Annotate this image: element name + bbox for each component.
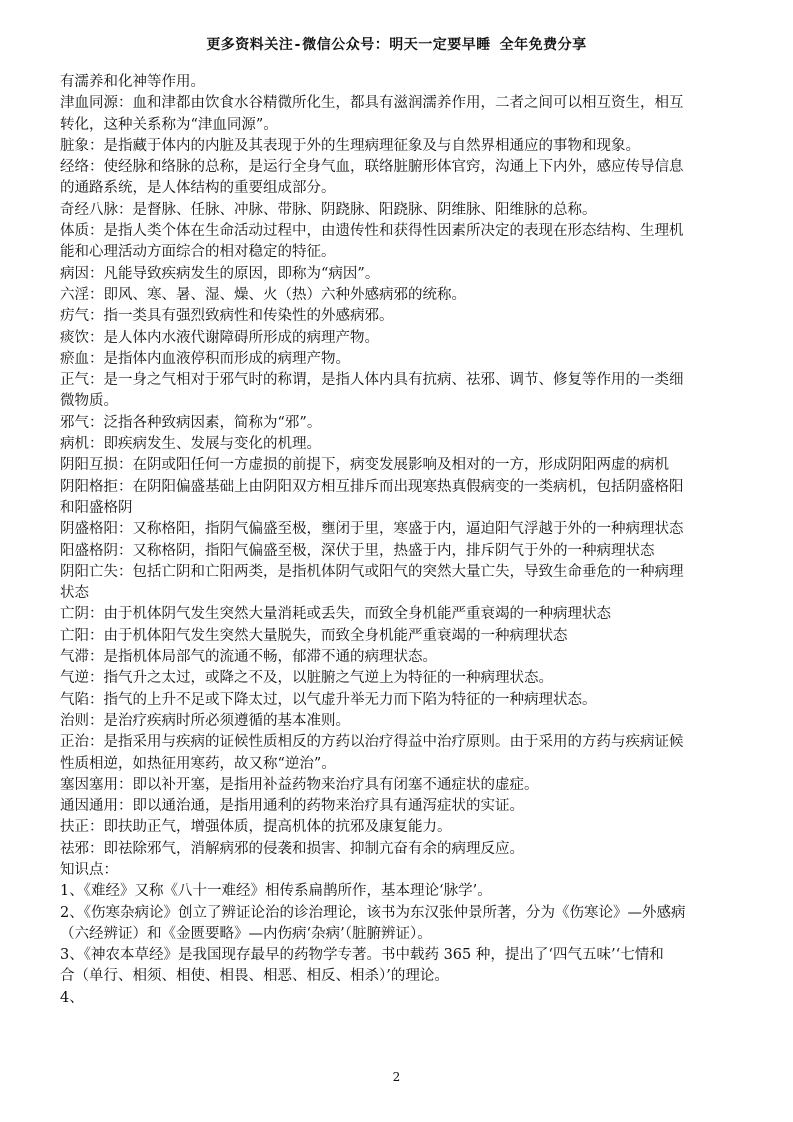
text-line: 气滞：是指机体局部气的流通不畅，郁滞不通的病理状态。 (60, 649, 437, 666)
text-line: 脏象：是指藏于体内的内脏及其表现于外的生理病理征象及与自然界相通应的事物和现象。 (60, 137, 640, 154)
text-line: 能和心理活动方面综合的相对稳定的特征。 (60, 244, 336, 261)
text-line: 微物质。 (60, 393, 118, 410)
text-line: 知识点： (60, 861, 118, 878)
text-line: 病机：即疾病发生、发展与变化的机理。 (60, 436, 321, 453)
text-line: 转化，这种关系称为“津血同源”。 (60, 116, 278, 133)
text-line: 阴阳格拒：在阴阳偏盛基础上由阴阳双方相互排斥而出现寒热真假病变的一类病机，包括阴盛格阳 (60, 478, 684, 495)
text-line: 阳盛格阴：又称格阴，指阳气偏盛至极，深伏于里，热盛于内，排斥阴气于外的一种病理状态 (60, 542, 655, 559)
text-line: 和阳盛格阴 (60, 499, 133, 516)
text-line: 4、 (60, 989, 84, 1006)
text-line: 阴阳亡失：包括亡阴和亡阳两类，是指机体阴气或阳气的突然大量亡失，导致生命垂危的一种病理 (60, 563, 684, 580)
text-line: 状态 (60, 585, 89, 602)
text-line: 六淫：即风、寒、暑、湿、燥、火（热）六种外感病邪的统称。 (60, 286, 466, 303)
text-line: 阴盛格阳：又称格阳，指阴气偏盛至极，壅闭于里，寒盛于内，逼迫阳气浮越于外的一种病理状态 (60, 521, 684, 538)
text-line: 治则：是治疗疾病时所必须遵循的基本准则。 (60, 712, 350, 729)
text-line: 体质：是指人类个体在生命活动过程中，由遗传性和获得性因素所决定的表现在形态结构、生理机 (60, 223, 684, 240)
text-line: 津血同源：血和津都由饮食水谷精微所化生，都具有滋润濡养作用，二者之间可以相互资生，相互 (60, 95, 684, 112)
text-line: 正气：是一身之气相对于邪气时的称谓，是指人体内具有抗病、祛邪、调节、修复等作用的一类细 (60, 372, 684, 389)
page-header: 更多资料关注-微信公众号：明天一定要早睡 全年免费分享 (206, 37, 587, 53)
text-line: 合（单行、相须、相使、相畏、相恶、相反、相杀）’的理论。 (60, 968, 449, 985)
text-line: 正治：是指采用与疾病的证候性质相反的方药以治疗得益中治疗原则。由于采用的方药与疾病证候 (60, 734, 684, 751)
text-line: （六经辨证）和《金匮要略》—内伤病‘杂病’（脏腑辨证）。 (60, 925, 432, 942)
text-line: 2、《伤寒杂病论》创立了辨证论治的诊治理论，该书为东汉张仲景所著，分为《伤寒论》—外感病 (60, 904, 686, 921)
text-line: 祛邪：即祛除邪气，消解病邪的侵袭和损害、抑制亢奋有余的病理反应。 (60, 840, 524, 857)
document-body (60, 72, 750, 1009)
text-line: 经络：使经脉和络脉的总称，是运行全身气血，联络脏腑形体官窍，沟通上下内外，感应传导信息 (60, 159, 684, 176)
text-line: 邪气：泛指各种致病因素，简称为“邪”。 (60, 414, 322, 431)
text-line: 气逆：指气升之太过，或降之不及，以脏腑之气逆上为特征的一种病理状态。 (60, 670, 553, 687)
text-line: 性质相逆，如热征用寒药，故又称“逆治”。 (60, 755, 336, 772)
page-number: 2 (392, 1070, 401, 1084)
text-line: 扶正：即扶助正气，增强体质，提高机体的抗邪及康复能力。 (60, 819, 452, 836)
text-line: 1、《难经》又称《八十一难经》相传系扁鹊所作，基本理论‘脉学’。 (60, 883, 492, 900)
text-line: 痰饮：是人体内水液代谢障碍所形成的病理产物。 (60, 329, 379, 346)
text-line: 有濡养和化神等作用。 (60, 74, 205, 90)
text-line: 通因通用：即以通治通，是指用通利的药物来治疗具有通泻症状的实证。 (60, 798, 524, 815)
text-line: 病因：凡能导致疾病发生的原因，即称为“病因”。 (60, 265, 380, 282)
text-line: 气陷：指气的上升不足或下降太过，以气虚升举无力而下陷为特征的一种病理状态。 (60, 691, 597, 708)
text-line: 奇经八脉：是督脉、任脉、冲脉、带脉、阴跷脉、阳跷脉、阴维脉、阳维脉的总称。 (60, 201, 597, 218)
text-line: 的通路系统，是人体结构的重要组成部分。 (60, 180, 336, 197)
text-line: 疠气：指一类具有强烈致病性和传染性的外感病邪。 (60, 308, 394, 325)
text-line: 瘀血：是指体内血液停积而形成的病理产物。 (60, 350, 350, 367)
text-line: 塞因塞用：即以补开塞，是指用补益药物来治疗具有闭塞不通症状的虚症。 (60, 776, 539, 793)
text-line: 3、《神农本草经》是我国现存最早的药物学专著。书中载药 365 种，提出了‘四气五味’‘七情和 (60, 947, 664, 964)
text-line: 亡阴：由于机体阴气发生突然大量消耗或丢失，而致全身机能严重衰竭的一种病理状态 (60, 606, 611, 623)
text-line: 阴阳互损：在阴或阳任何一方虚损的前提下，病变发展影响及相对的一方，形成阴阳两虚的病机 (60, 457, 669, 474)
text-line: 亡阳：由于机体阳气发生突然大量脱失，而致全身机能严重衰竭的一种病理状态 (60, 627, 568, 644)
